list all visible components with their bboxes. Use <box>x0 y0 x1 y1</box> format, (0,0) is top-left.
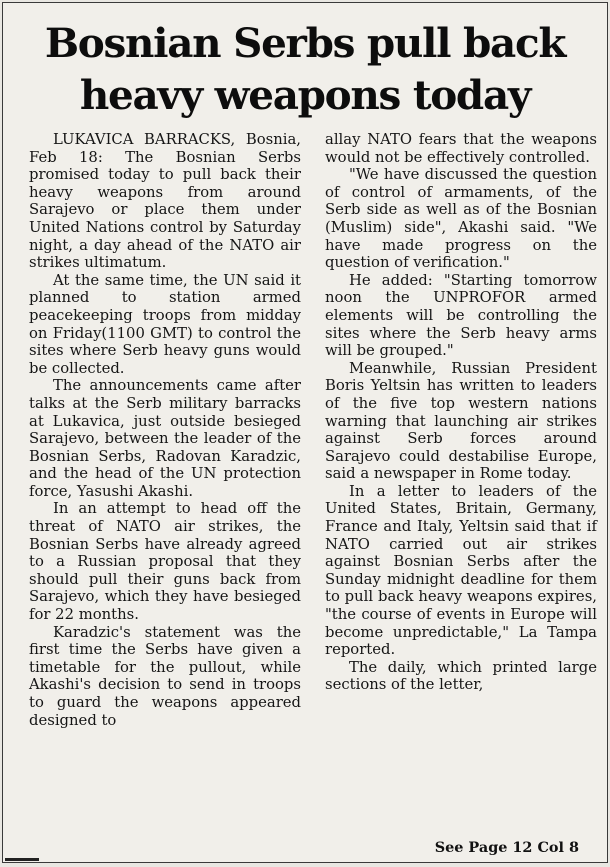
paragraph <box>325 360 597 483</box>
paragraph <box>325 166 597 272</box>
column-right <box>325 131 597 729</box>
paragraph-text: The daily, which printed large sections of the letter, <box>325 658 597 694</box>
paragraph-text: In an attempt to head off the threat of NATO air strikes, the Bosnian Serbs have already agreed to a Russian proposal that they should pull their guns back from Sarajevo, which they have besieged for 22 months. <box>29 500 301 624</box>
article-body <box>29 131 597 729</box>
paragraph-text: In a letter to leaders of the United States, Britain, Germany, France and Italy, Yeltsin said that if NATO carried out air strikes against Bosnian Serbs after the Sunday midnight deadline for them to pull back heavy weapons expires, "the course of events in Europe will become unpredictable," La Tampa reported. <box>325 482 597 659</box>
paragraph <box>29 131 301 272</box>
paragraph <box>325 131 597 166</box>
dateline: LUKAVICA BARRACKS, <box>53 131 236 148</box>
headline-line-1: Bosnian Serbs pull back <box>44 19 566 67</box>
paragraph <box>29 272 301 378</box>
paragraph <box>29 500 301 623</box>
print-mark <box>5 858 39 861</box>
column-left <box>29 131 301 729</box>
paragraph-text: Meanwhile, Russian President Boris Yeltsin has written to leaders of the five top western nations warning that launching air strikes against Serb forces around Sarajevo could destabilise Europe, said a newspaper in Rome today. <box>325 359 597 483</box>
paragraph-text: At the same time, the UN said it planned to station armed peacekeeping troops from midday on Friday(1100 GMT) to control the sites where Serb heavy guns would be collected. <box>29 271 301 377</box>
paragraph <box>325 659 597 694</box>
paragraph <box>325 272 597 360</box>
paragraph-text: Karadzic's statement was the first time the Serbs have given a timetable for the pullout, while Akashi's decision to send in troops to guard the weapons appeared designed to <box>29 623 301 729</box>
headline-line-2: heavy weapons today <box>79 71 531 119</box>
paragraph <box>29 624 301 730</box>
headline <box>3 3 607 121</box>
paragraph-text: The announcements came after talks at the Serb military barracks at Lukavica, just outside besieged Sarajevo, between the leader of the Bosnian Serbs, Radovan Karadzic, and the head of the UN protection force, Yasushi Akashi. <box>29 377 301 500</box>
paragraph-text: allay NATO fears that the weapons would not be effectively controlled. <box>325 131 597 166</box>
paragraph-text: He added: "Starting tomorrow noon the UNPROFOR armed elements will be controlling the sites where the Serb heavy arms will be grouped." <box>325 271 597 360</box>
paragraph-text: "We have discussed the question of control of armaments, of the Serb side as well as of the Bosnian (Muslim) side", Akashi said. "We have made progress on the question of verification." <box>325 166 597 272</box>
newspaper-clipping <box>2 2 608 863</box>
paragraph <box>29 377 301 500</box>
paragraph <box>325 483 597 659</box>
jump-line: See Page 12 Col 8 <box>434 839 579 856</box>
paragraph-text: Bosnia, Feb 18: The Bosnian Serbs promised today to pull back their heavy weapons from around Sarajevo or place them under United Nations control by Saturday night, a day ahead of the NATO air strikes ultimatum. <box>29 131 301 272</box>
